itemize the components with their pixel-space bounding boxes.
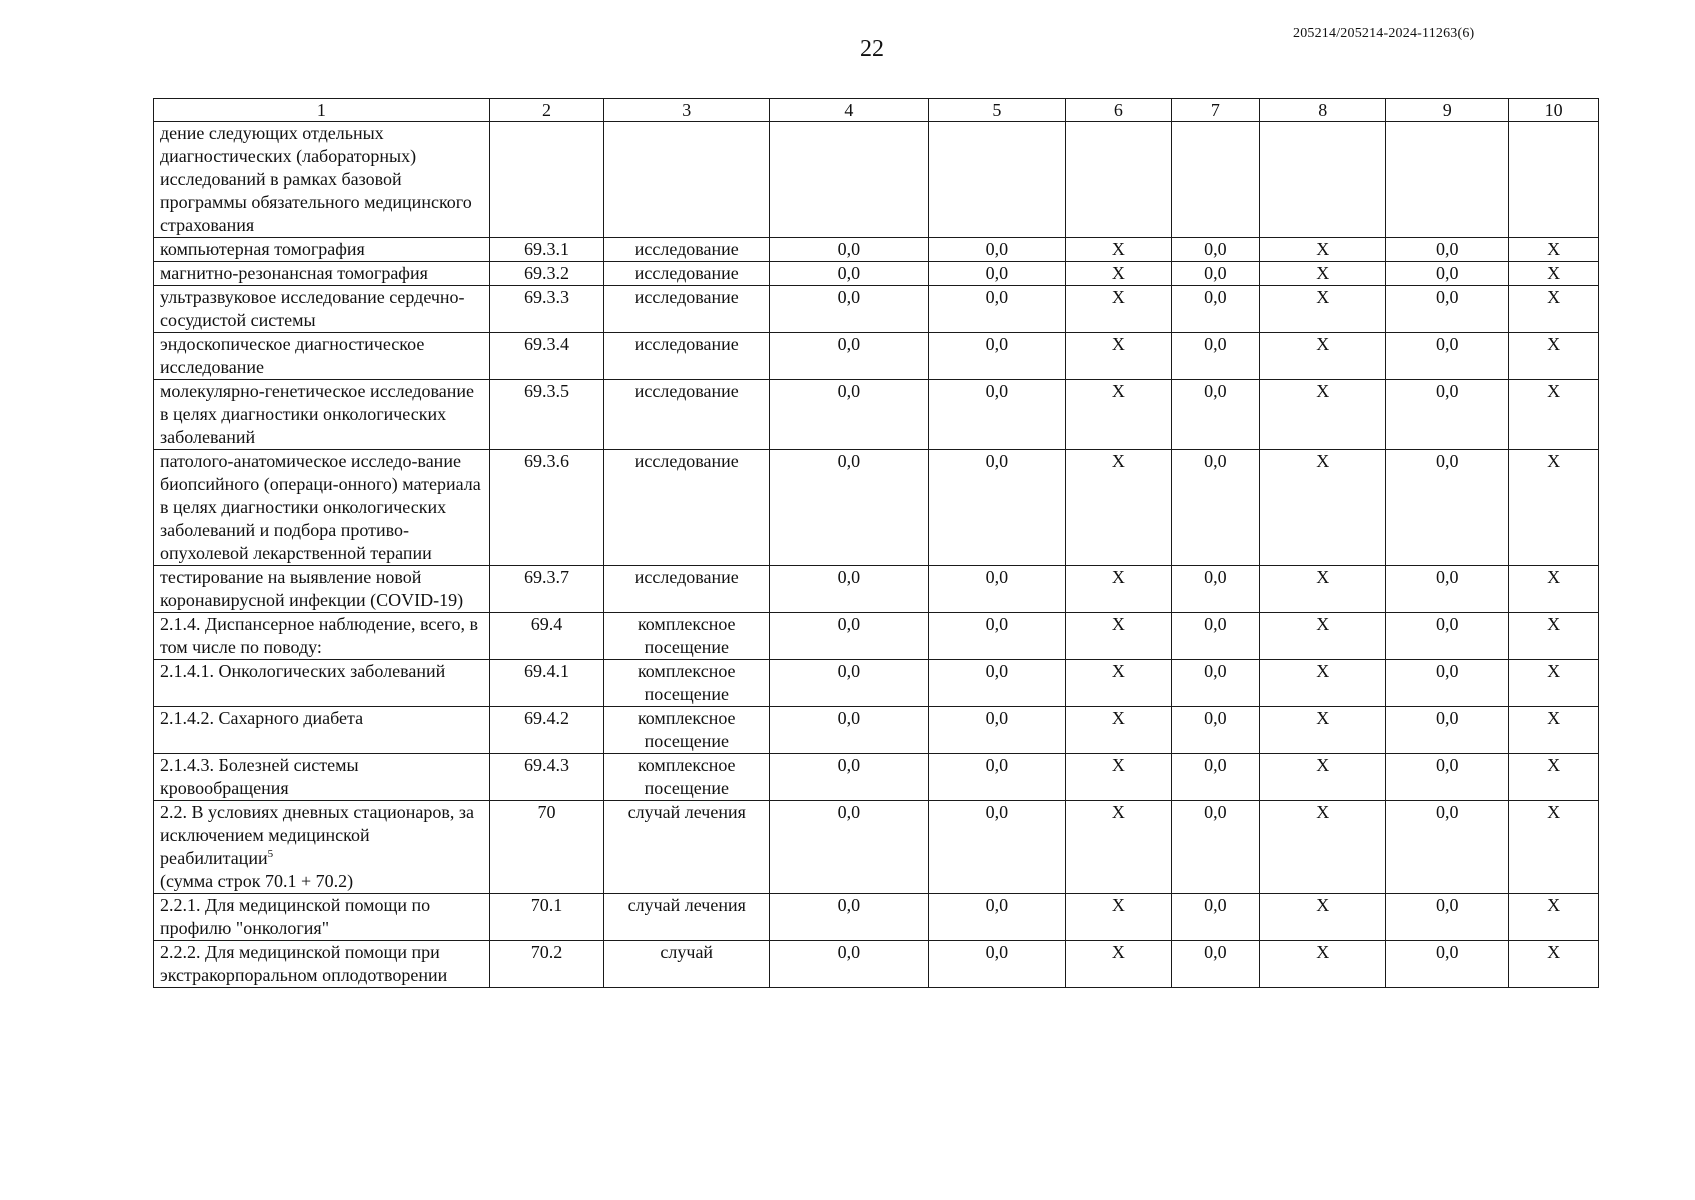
- row-name: [154, 380, 490, 450]
- value-col-7: 0,0: [1171, 286, 1260, 333]
- value-col-8: X: [1260, 754, 1386, 801]
- value-col-9: 0,0: [1386, 707, 1509, 754]
- row-name: [154, 894, 490, 941]
- row-code: 69.4.1: [489, 660, 604, 707]
- empty-cell: [928, 122, 1066, 238]
- row-name: [154, 941, 490, 988]
- row-unit: случай лечения: [604, 801, 770, 894]
- value-col-5: 0,0: [928, 238, 1066, 262]
- value-col-7: 0,0: [1171, 566, 1260, 613]
- row-name: [154, 754, 490, 801]
- column-header-4: 4: [770, 99, 928, 122]
- value-col-9: 0,0: [1386, 894, 1509, 941]
- value-col-7: 0,0: [1171, 941, 1260, 988]
- value-col-8: X: [1260, 660, 1386, 707]
- row-unit: комплексное посещение: [604, 754, 770, 801]
- row-name-tail: (сумма строк 70.1 + 70.2): [160, 871, 354, 891]
- value-col-7: 0,0: [1171, 380, 1260, 450]
- value-col-6: X: [1066, 262, 1171, 286]
- value-col-10: X: [1509, 450, 1599, 566]
- empty-cell: [1386, 122, 1509, 238]
- value-col-4: 0,0: [770, 262, 928, 286]
- row-name: [154, 286, 490, 333]
- row-code: 69.4.3: [489, 754, 604, 801]
- table-row: [154, 380, 1599, 450]
- table-row: [154, 660, 1599, 707]
- row-unit: исследование: [604, 333, 770, 380]
- value-col-8: X: [1260, 262, 1386, 286]
- value-col-9: 0,0: [1386, 754, 1509, 801]
- value-col-9: 0,0: [1386, 450, 1509, 566]
- value-col-9: 0,0: [1386, 262, 1509, 286]
- value-col-10: X: [1509, 707, 1599, 754]
- row-name-text: 2.1.4.2. Сахарного диабета: [160, 708, 364, 728]
- value-col-10: X: [1509, 566, 1599, 613]
- table-row: [154, 754, 1599, 801]
- value-col-4: 0,0: [770, 894, 928, 941]
- value-col-8: X: [1260, 286, 1386, 333]
- value-col-5: 0,0: [928, 380, 1066, 450]
- value-col-7: 0,0: [1171, 894, 1260, 941]
- value-col-8: X: [1260, 333, 1386, 380]
- row-code: 70: [489, 801, 604, 894]
- table-row: [154, 333, 1599, 380]
- value-col-9: 0,0: [1386, 333, 1509, 380]
- value-col-8: X: [1260, 380, 1386, 450]
- row-code: 70.1: [489, 894, 604, 941]
- table-row: [154, 801, 1599, 894]
- value-col-4: 0,0: [770, 754, 928, 801]
- value-col-6: X: [1066, 660, 1171, 707]
- value-col-6: X: [1066, 707, 1171, 754]
- value-col-7: 0,0: [1171, 238, 1260, 262]
- row-unit: исследование: [604, 450, 770, 566]
- value-col-7: 0,0: [1171, 660, 1260, 707]
- row-name-text: 2.1.4. Диспансерное наблюдение, всего, в том числе по поводу:: [160, 614, 478, 657]
- row-name-text: компьютерная томография: [160, 239, 365, 259]
- value-col-9: 0,0: [1386, 941, 1509, 988]
- value-col-5: 0,0: [928, 262, 1066, 286]
- column-header-7: 7: [1171, 99, 1260, 122]
- value-col-10: X: [1509, 613, 1599, 660]
- row-code: 69.4: [489, 613, 604, 660]
- value-col-4: 0,0: [770, 333, 928, 380]
- table-row: [154, 450, 1599, 566]
- table-row: [154, 707, 1599, 754]
- table-row: [154, 238, 1599, 262]
- value-col-4: 0,0: [770, 613, 928, 660]
- value-col-6: X: [1066, 450, 1171, 566]
- table-row: [154, 286, 1599, 333]
- value-col-8: X: [1260, 450, 1386, 566]
- value-col-7: 0,0: [1171, 262, 1260, 286]
- row-unit: случай лечения: [604, 894, 770, 941]
- value-col-4: 0,0: [770, 660, 928, 707]
- row-name: [154, 707, 490, 754]
- value-col-4: 0,0: [770, 450, 928, 566]
- value-col-8: X: [1260, 566, 1386, 613]
- column-header-3: 3: [604, 99, 770, 122]
- value-col-10: X: [1509, 333, 1599, 380]
- value-col-10: X: [1509, 941, 1599, 988]
- row-unit: случай: [604, 941, 770, 988]
- row-unit: комплексное посещение: [604, 613, 770, 660]
- value-col-7: 0,0: [1171, 801, 1260, 894]
- row-name: [154, 660, 490, 707]
- value-col-10: X: [1509, 801, 1599, 894]
- value-col-8: X: [1260, 894, 1386, 941]
- table-row: [154, 262, 1599, 286]
- value-col-8: X: [1260, 941, 1386, 988]
- value-col-5: 0,0: [928, 450, 1066, 566]
- row-name-text: 2.1.4.3. Болезней системы кровообращения: [160, 755, 359, 798]
- value-col-9: 0,0: [1386, 613, 1509, 660]
- column-header-2: 2: [489, 99, 604, 122]
- row-code: 69.3.5: [489, 380, 604, 450]
- row-code: 69.3.1: [489, 238, 604, 262]
- value-col-4: 0,0: [770, 238, 928, 262]
- row-name: [154, 566, 490, 613]
- value-col-8: X: [1260, 707, 1386, 754]
- value-col-6: X: [1066, 801, 1171, 894]
- value-col-7: 0,0: [1171, 333, 1260, 380]
- row-name-text: эндоскопическое диагностическое исследование: [160, 334, 425, 377]
- row-name: [154, 613, 490, 660]
- value-col-9: 0,0: [1386, 286, 1509, 333]
- row-code: 70.2: [489, 941, 604, 988]
- value-col-5: 0,0: [928, 707, 1066, 754]
- row-name-text: молекулярно-генетическое исследование в целях диагностики онкологических заболеваний: [160, 381, 474, 447]
- row-unit: исследование: [604, 286, 770, 333]
- column-header-10: 10: [1509, 99, 1599, 122]
- value-col-5: 0,0: [928, 801, 1066, 894]
- row-name-text: 2.2.1. Для медицинской помощи по профилю "онкология": [160, 895, 431, 938]
- footnote-marker: 5: [267, 848, 274, 860]
- empty-cell: [1260, 122, 1386, 238]
- empty-cell: [770, 122, 928, 238]
- value-col-10: X: [1509, 660, 1599, 707]
- document-id: 205214/205214-2024-11263(6): [1293, 26, 1475, 41]
- value-col-6: X: [1066, 941, 1171, 988]
- value-col-4: 0,0: [770, 286, 928, 333]
- value-col-4: 0,0: [770, 380, 928, 450]
- value-col-6: X: [1066, 566, 1171, 613]
- row-name: [154, 801, 490, 894]
- value-col-9: 0,0: [1386, 801, 1509, 894]
- row-name-text: 2.2.2. Для медицинской помощи при экстракорпоральном оплодотворении: [160, 942, 448, 985]
- row-code: 69.4.2: [489, 707, 604, 754]
- row-name-text: тестирование на выявление новой коронавирусной инфекции (COVID-19): [160, 567, 464, 610]
- value-col-9: 0,0: [1386, 380, 1509, 450]
- value-col-6: X: [1066, 613, 1171, 660]
- row-name: [154, 333, 490, 380]
- row-name-text: 2.2. В условиях дневных стационаров, за исключением медицинской реабилитации: [160, 802, 474, 868]
- table-row: [154, 566, 1599, 613]
- row-code: 69.3.4: [489, 333, 604, 380]
- value-col-4: 0,0: [770, 707, 928, 754]
- row-code: 69.3.7: [489, 566, 604, 613]
- row-unit: исследование: [604, 566, 770, 613]
- value-col-6: X: [1066, 754, 1171, 801]
- value-col-5: 0,0: [928, 613, 1066, 660]
- value-col-6: X: [1066, 286, 1171, 333]
- value-col-10: X: [1509, 238, 1599, 262]
- row-name-text: патолого-анатомическое исследо-вание биопсийного (операци-онного) материала в целях диагностики онкологических заболеваний и подбора противо-опухолевой лекарственной терапии: [160, 451, 481, 563]
- value-col-5: 0,0: [928, 333, 1066, 380]
- table-row-continuation: [154, 122, 1599, 238]
- row-name-text: ультразвуковое исследование сердечно-сосудистой системы: [160, 287, 465, 330]
- value-col-7: 0,0: [1171, 613, 1260, 660]
- value-col-10: X: [1509, 380, 1599, 450]
- value-col-9: 0,0: [1386, 566, 1509, 613]
- value-col-10: X: [1509, 754, 1599, 801]
- value-col-5: 0,0: [928, 286, 1066, 333]
- row-name-text: 2.1.4.1. Онкологических заболеваний: [160, 661, 446, 681]
- value-col-6: X: [1066, 238, 1171, 262]
- value-col-8: X: [1260, 801, 1386, 894]
- row-name: [154, 238, 490, 262]
- value-col-5: 0,0: [928, 566, 1066, 613]
- value-col-9: 0,0: [1386, 660, 1509, 707]
- value-col-8: X: [1260, 238, 1386, 262]
- value-col-10: X: [1509, 262, 1599, 286]
- table-row: [154, 894, 1599, 941]
- row-code: 69.3.2: [489, 262, 604, 286]
- row-unit: исследование: [604, 238, 770, 262]
- row-name-text: магнитно-резонансная томография: [160, 263, 428, 283]
- value-col-5: 0,0: [928, 894, 1066, 941]
- row-code: 69.3.3: [489, 286, 604, 333]
- value-col-4: 0,0: [770, 801, 928, 894]
- value-col-6: X: [1066, 894, 1171, 941]
- column-header-1: 1: [154, 99, 490, 122]
- row-code: 69.3.6: [489, 450, 604, 566]
- value-col-7: 0,0: [1171, 754, 1260, 801]
- value-col-8: X: [1260, 613, 1386, 660]
- value-col-7: 0,0: [1171, 450, 1260, 566]
- page-number: 22: [860, 36, 884, 62]
- empty-cell: [1509, 122, 1599, 238]
- table-row: [154, 941, 1599, 988]
- empty-cell: [1171, 122, 1260, 238]
- value-col-9: 0,0: [1386, 238, 1509, 262]
- row-name: [154, 262, 490, 286]
- value-col-5: 0,0: [928, 660, 1066, 707]
- value-col-10: X: [1509, 894, 1599, 941]
- value-col-7: 0,0: [1171, 707, 1260, 754]
- column-header-6: 6: [1066, 99, 1171, 122]
- row-name: дение следующих отдельных диагностических (лабораторных) исследований в рамках базовой программы обязательного медицинского страхования: [154, 122, 490, 238]
- empty-cell: [1066, 122, 1171, 238]
- table-row: [154, 613, 1599, 660]
- header-row: [154, 99, 1599, 122]
- value-col-5: 0,0: [928, 941, 1066, 988]
- value-col-10: X: [1509, 286, 1599, 333]
- value-col-5: 0,0: [928, 754, 1066, 801]
- value-col-4: 0,0: [770, 566, 928, 613]
- empty-cell: [604, 122, 770, 238]
- data-table: [153, 98, 1599, 988]
- row-unit: исследование: [604, 380, 770, 450]
- empty-cell: [489, 122, 604, 238]
- column-header-5: 5: [928, 99, 1066, 122]
- row-unit: исследование: [604, 262, 770, 286]
- row-unit: комплексное посещение: [604, 707, 770, 754]
- column-header-9: 9: [1386, 99, 1509, 122]
- value-col-4: 0,0: [770, 941, 928, 988]
- row-unit: комплексное посещение: [604, 660, 770, 707]
- row-name: [154, 450, 490, 566]
- value-col-6: X: [1066, 333, 1171, 380]
- column-header-8: 8: [1260, 99, 1386, 122]
- value-col-6: X: [1066, 380, 1171, 450]
